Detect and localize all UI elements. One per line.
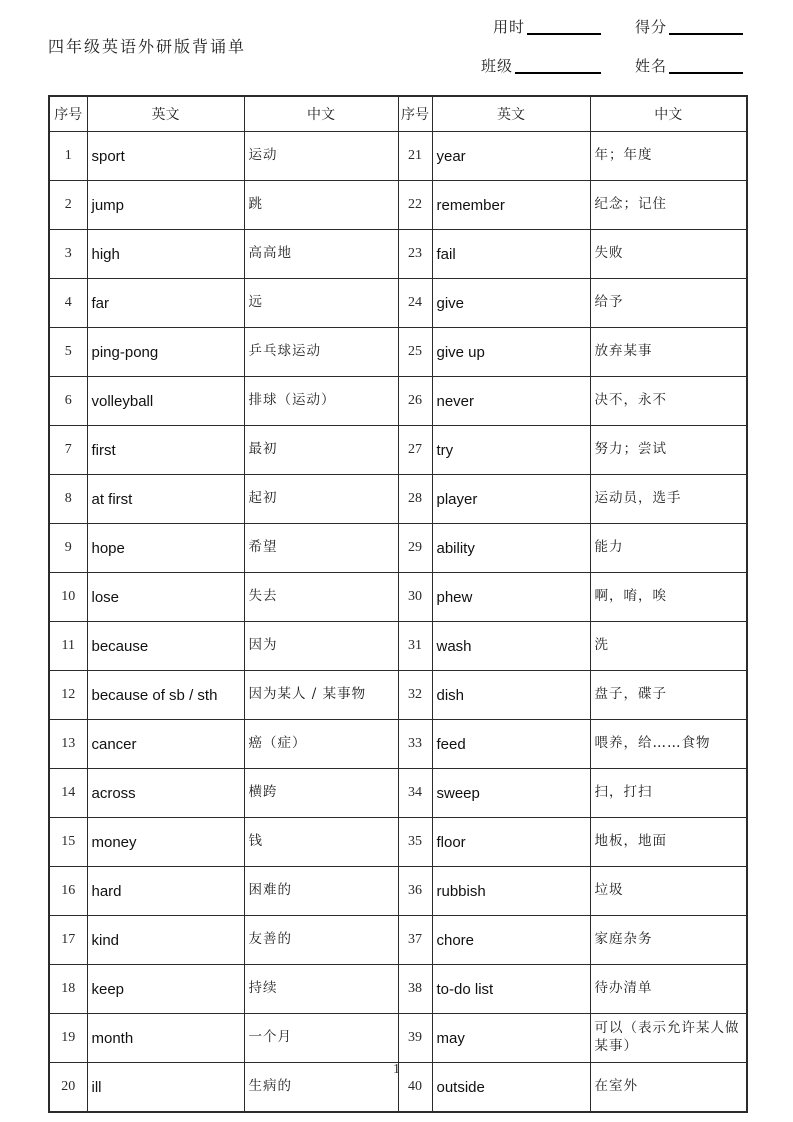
index-cell: 6: [49, 377, 87, 426]
header-english-left: 英文: [87, 96, 244, 132]
index-cell: 9: [49, 524, 87, 573]
chinese-cell: 起初: [244, 475, 398, 524]
english-cell: lose: [87, 573, 244, 622]
table-row: [49, 622, 747, 671]
english-cell: remember: [432, 181, 590, 230]
english-cell: because: [87, 622, 244, 671]
table-row: [49, 965, 747, 1014]
chinese-cell: 喂养，给……食物: [590, 720, 747, 769]
english-cell: ping-pong: [87, 328, 244, 377]
class-field-blank-line: [515, 71, 601, 74]
table-row: [49, 279, 747, 328]
index-cell: 4: [49, 279, 87, 328]
chinese-cell: 生病的: [244, 1063, 398, 1113]
chinese-cell: 失败: [590, 230, 747, 279]
chinese-cell: 洗: [590, 622, 747, 671]
english-cell: give up: [432, 328, 590, 377]
english-cell: sport: [87, 132, 244, 181]
index-cell: 18: [49, 965, 87, 1014]
english-cell: sweep: [432, 769, 590, 818]
chinese-cell: 失去: [244, 573, 398, 622]
english-cell: month: [87, 1014, 244, 1063]
chinese-cell: 因为: [244, 622, 398, 671]
english-cell: rubbish: [432, 867, 590, 916]
name-field-label: 姓名: [634, 57, 667, 75]
english-cell: chore: [432, 916, 590, 965]
table-row: [49, 720, 747, 769]
header-fill-in-fields: [481, 16, 743, 94]
english-cell: try: [432, 426, 590, 475]
english-cell: hard: [87, 867, 244, 916]
table-row: [49, 524, 747, 573]
chinese-cell: 钱: [244, 818, 398, 867]
table-row: [49, 132, 747, 181]
index-cell: 11: [49, 622, 87, 671]
chinese-cell: 年；年度: [590, 132, 747, 181]
chinese-cell: 运动员，选手: [590, 475, 747, 524]
table-row: [49, 377, 747, 426]
english-cell: fail: [432, 230, 590, 279]
chinese-cell: 远: [244, 279, 398, 328]
chinese-cell: 持续: [244, 965, 398, 1014]
index-cell: 28: [398, 475, 432, 524]
class-field: [481, 55, 601, 76]
index-cell: 40: [398, 1063, 432, 1113]
class-field-label: 班级: [480, 57, 513, 75]
index-cell: 23: [398, 230, 432, 279]
english-cell: far: [87, 279, 244, 328]
index-cell: 3: [49, 230, 87, 279]
english-cell: because of sb / sth: [87, 671, 244, 720]
chinese-cell: 放弃某事: [590, 328, 747, 377]
english-cell: kind: [87, 916, 244, 965]
index-cell: 26: [398, 377, 432, 426]
chinese-cell: 待办清单: [590, 965, 747, 1014]
english-cell: hope: [87, 524, 244, 573]
chinese-cell: 运动: [244, 132, 398, 181]
chinese-cell: 可以（表示允许某人做某事）: [590, 1014, 747, 1063]
index-cell: 29: [398, 524, 432, 573]
index-cell: 1: [49, 132, 87, 181]
english-cell: money: [87, 818, 244, 867]
english-cell: volleyball: [87, 377, 244, 426]
index-cell: 27: [398, 426, 432, 475]
name-field: [635, 55, 743, 76]
english-cell: ill: [87, 1063, 244, 1113]
table-row: [49, 181, 747, 230]
chinese-cell: 地板，地面: [590, 818, 747, 867]
english-cell: jump: [87, 181, 244, 230]
chinese-cell: 高高地: [244, 230, 398, 279]
index-cell: 33: [398, 720, 432, 769]
english-cell: floor: [432, 818, 590, 867]
chinese-cell: 一个月: [244, 1014, 398, 1063]
time-field: [493, 16, 601, 37]
time-field-label: 用时: [492, 18, 525, 36]
index-cell: 34: [398, 769, 432, 818]
header-fields-row-1: [481, 16, 743, 37]
table-row: [49, 426, 747, 475]
index-cell: 15: [49, 818, 87, 867]
index-cell: 17: [49, 916, 87, 965]
chinese-cell: 努力；尝试: [590, 426, 747, 475]
index-cell: 20: [49, 1063, 87, 1113]
index-cell: 19: [49, 1014, 87, 1063]
index-cell: 22: [398, 181, 432, 230]
english-cell: wash: [432, 622, 590, 671]
table-row: [49, 867, 747, 916]
english-cell: may: [432, 1014, 590, 1063]
chinese-cell: 最初: [244, 426, 398, 475]
chinese-cell: 垃圾: [590, 867, 747, 916]
table-row: [49, 671, 747, 720]
english-cell: year: [432, 132, 590, 181]
english-cell: give: [432, 279, 590, 328]
index-cell: 21: [398, 132, 432, 181]
index-cell: 7: [49, 426, 87, 475]
chinese-cell: 友善的: [244, 916, 398, 965]
english-cell: never: [432, 377, 590, 426]
table-row: [49, 769, 747, 818]
score-field-blank-line: [669, 32, 743, 35]
header-chinese-left: 中文: [244, 96, 398, 132]
chinese-cell: 希望: [244, 524, 398, 573]
english-cell: across: [87, 769, 244, 818]
english-cell: cancer: [87, 720, 244, 769]
index-cell: 12: [49, 671, 87, 720]
header-chinese-right: 中文: [590, 96, 747, 132]
table-row: [49, 328, 747, 377]
chinese-cell: 啊，唷，唉: [590, 573, 747, 622]
index-cell: 10: [49, 573, 87, 622]
index-cell: 25: [398, 328, 432, 377]
table-row: [49, 1014, 747, 1063]
chinese-cell: 给予: [590, 279, 747, 328]
score-field-label: 得分: [634, 18, 667, 36]
index-cell: 30: [398, 573, 432, 622]
chinese-cell: 困难的: [244, 867, 398, 916]
chinese-cell: 在室外: [590, 1063, 747, 1113]
chinese-cell: 能力: [590, 524, 747, 573]
english-cell: keep: [87, 965, 244, 1014]
english-cell: outside: [432, 1063, 590, 1113]
index-cell: 35: [398, 818, 432, 867]
index-cell: 16: [49, 867, 87, 916]
chinese-cell: 纪念；记住: [590, 181, 747, 230]
chinese-cell: 乒乓球运动: [244, 328, 398, 377]
name-field-blank-line: [669, 71, 743, 74]
chinese-cell: 因为某人 / 某事物: [244, 671, 398, 720]
chinese-cell: 盘子，碟子: [590, 671, 747, 720]
english-cell: player: [432, 475, 590, 524]
header-english-right: 英文: [432, 96, 590, 132]
english-cell: first: [87, 426, 244, 475]
chinese-cell: 癌（症）: [244, 720, 398, 769]
page-title: 四年级英语外研版背诵单: [48, 37, 247, 56]
index-cell: 32: [398, 671, 432, 720]
index-cell: 39: [398, 1014, 432, 1063]
index-cell: 36: [398, 867, 432, 916]
table-row: [49, 916, 747, 965]
index-cell: 2: [49, 181, 87, 230]
index-cell: 8: [49, 475, 87, 524]
table-row: [49, 573, 747, 622]
chinese-cell: 家庭杂务: [590, 916, 747, 965]
table-header-row: [49, 96, 747, 132]
vocabulary-table: [48, 95, 748, 1113]
header-fields-row-2: [481, 55, 743, 76]
index-cell: 13: [49, 720, 87, 769]
table-row: [49, 230, 747, 279]
index-cell: 37: [398, 916, 432, 965]
english-cell: to-do list: [432, 965, 590, 1014]
time-field-blank-line: [527, 32, 601, 35]
chinese-cell: 扫，打扫: [590, 769, 747, 818]
chinese-cell: 横跨: [244, 769, 398, 818]
english-cell: feed: [432, 720, 590, 769]
english-cell: high: [87, 230, 244, 279]
table-row: [49, 475, 747, 524]
score-field: [635, 16, 743, 37]
header-index-left: 序号: [49, 96, 87, 132]
index-cell: 24: [398, 279, 432, 328]
english-cell: ability: [432, 524, 590, 573]
table-row: [49, 818, 747, 867]
index-cell: 38: [398, 965, 432, 1014]
page-number: 1: [393, 1062, 400, 1077]
chinese-cell: 决不，永不: [590, 377, 747, 426]
english-cell: phew: [432, 573, 590, 622]
english-cell: at first: [87, 475, 244, 524]
index-cell: 14: [49, 769, 87, 818]
chinese-cell: 跳: [244, 181, 398, 230]
chinese-cell: 排球（运动）: [244, 377, 398, 426]
index-cell: 5: [49, 328, 87, 377]
english-cell: dish: [432, 671, 590, 720]
index-cell: 31: [398, 622, 432, 671]
header-index-right: 序号: [398, 96, 432, 132]
